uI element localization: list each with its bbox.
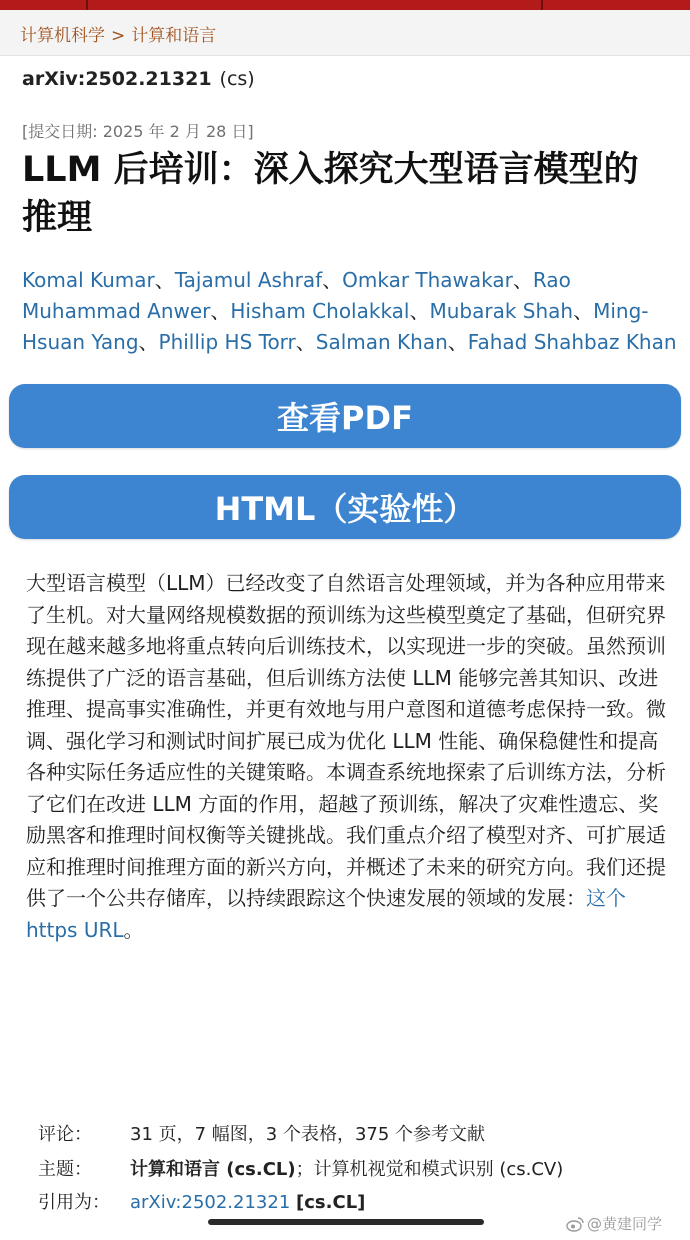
author-link[interactable]: Salman Khan <box>315 330 448 354</box>
submission-date: [提交日期: 2025 年 2 月 28 日] <box>22 122 254 141</box>
comments-value: 31 页，7 幅图，3 个表格，375 个参考文献 <box>130 1124 486 1145</box>
abstract-text: 大型语言模型（LLM）已经改变了自然语言处理领域，并为各种应用带来了生机。对大量网络规模数据的预训练为这些模型奠定了基础，但研究界现在越来越多地将重点转向后训练技术，以实现进一步的突破。虽然预训练提供了广泛的语言基础，但后训练方法使 LLM 能够完善其知识、改进推理、提高事实准确性，并更有效地与用户意图和道德考虑保持一致。微调、强化学习和测试时间扩展已成为优化 LLM 性能、确保稳健性和提高各种实际任务适应性的关键策略。本调查系统地探索了后训练方法，分析了它们在改进 LLM 方面的作用，超越了预训练，解决了灾难性遗忘、奖励黑客和推理时间权衡等关键挑战。我们重点介绍了模型对齐、可扩展适应和推理时间推理方面的新兴方向，并概述了未来的研究方向。我们还提供了一个公共存储库，以持续跟踪这个快速发展的领域的发展： <box>26 571 666 910</box>
breadcrumb-parent-link[interactable]: 计算机科学 <box>20 26 105 46</box>
cite-tag: [cs.CL] <box>296 1192 366 1213</box>
watermark <box>566 1213 662 1234</box>
comments-label: 评论： <box>38 1124 92 1145</box>
subjects-label: 主题： <box>38 1159 92 1180</box>
cite-row <box>38 1188 365 1214</box>
author-separator: 、 <box>447 330 468 354</box>
header-divider <box>541 0 543 10</box>
author-separator: 、 <box>154 268 175 292</box>
header-divider <box>86 0 88 10</box>
html-experimental-button[interactable]: HTML（实验性） <box>9 475 681 539</box>
home-indicator[interactable] <box>208 1219 484 1225</box>
author-separator: 、 <box>512 268 533 292</box>
author-separator: 、 <box>322 268 343 292</box>
author-link[interactable]: Omkar Thawakar <box>342 268 513 292</box>
author-list <box>22 265 682 358</box>
author-link[interactable]: Mubarak Shah <box>429 299 574 323</box>
arxiv-id: arXiv:2502.21321 <box>22 68 212 90</box>
weibo-icon <box>566 1216 584 1232</box>
comments-row <box>38 1120 485 1146</box>
author-link[interactable]: Ming-Hsuan Yang <box>22 299 649 354</box>
breadcrumb-separator: > <box>111 26 126 46</box>
author-separator: 、 <box>409 299 430 323</box>
repository-link[interactable]: 这个 https URL <box>26 886 626 942</box>
breadcrumb-current-link[interactable]: 计算和语言 <box>131 26 217 46</box>
paper-title: LLM 后培训：深入探究大型语言模型的推理 <box>22 150 639 238</box>
author-link[interactable]: Phillip HS Torr <box>158 330 296 354</box>
author-link[interactable]: Komal Kumar <box>22 268 155 292</box>
top-header-bar <box>0 0 690 10</box>
author-link[interactable]: Tajamul Ashraf <box>174 268 323 292</box>
cite-label: 引用为： <box>38 1192 110 1213</box>
author-separator: 、 <box>295 330 316 354</box>
abstract <box>26 568 666 946</box>
author-separator: 、 <box>138 330 159 354</box>
breadcrumb <box>0 10 690 56</box>
author-separator: 、 <box>210 299 231 323</box>
author-separator: 、 <box>573 299 594 323</box>
abstract-end: 。 <box>123 917 144 942</box>
paper-identifier <box>22 68 255 90</box>
subjects-row <box>38 1155 563 1181</box>
author-link[interactable]: Fahad Shahbaz Khan <box>467 330 677 354</box>
subjects-primary: 计算和语言 (cs.CL) <box>130 1159 296 1180</box>
cite-link[interactable]: arXiv:2502.21321 <box>130 1192 291 1213</box>
view-pdf-button[interactable]: 查看PDF <box>9 384 681 448</box>
watermark-text: @黄建同学 <box>587 1215 663 1233</box>
author-link[interactable]: Hisham Cholakkal <box>230 299 410 323</box>
subjects-secondary: ；计算机视觉和模式识别 (cs.CV) <box>295 1159 564 1180</box>
arxiv-category: (cs) <box>219 68 255 90</box>
author-link[interactable]: Rao Muhammad Anwer <box>22 268 571 323</box>
